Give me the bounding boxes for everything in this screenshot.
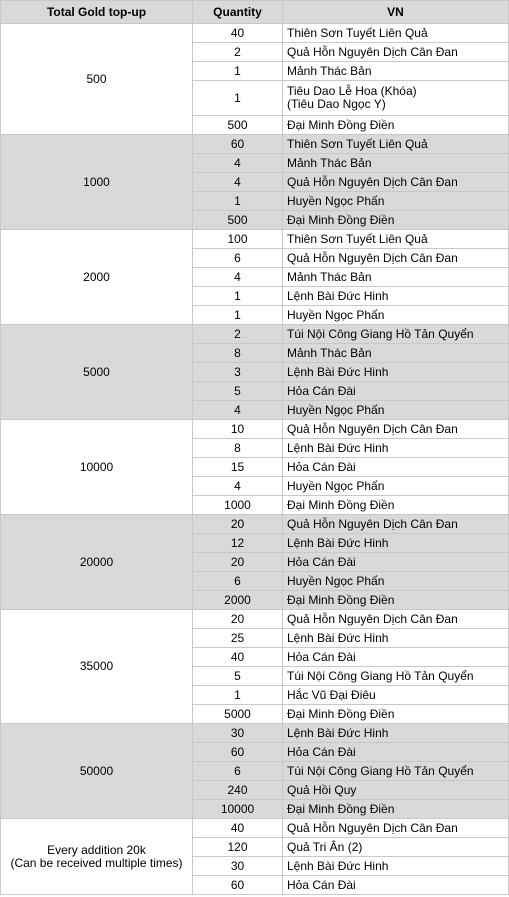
quantity-cell: 500 xyxy=(193,211,283,230)
item-name-cell: Đại Minh Đồng Điền xyxy=(283,591,509,610)
quantity-cell: 4 xyxy=(193,477,283,496)
item-name-cell: Quả Hồi Quy xyxy=(283,781,509,800)
table-row xyxy=(1,610,509,629)
item-name-cell: Huyền Ngọc Phấn xyxy=(283,477,509,496)
item-name-cell: Thiên Sơn Tuyết Liên Quả xyxy=(283,230,509,249)
quantity-cell: 1 xyxy=(193,306,283,325)
quantity-cell: 40 xyxy=(193,648,283,667)
quantity-cell: 60 xyxy=(193,876,283,895)
tier-label: 20000 xyxy=(1,515,193,610)
quantity-cell: 20 xyxy=(193,515,283,534)
table-row xyxy=(1,325,509,344)
item-name-cell: Hắc Vũ Đại Điêu xyxy=(283,686,509,705)
quantity-cell: 4 xyxy=(193,154,283,173)
tier-label: 1000 xyxy=(1,135,193,230)
quantity-cell: 20 xyxy=(193,553,283,572)
tier-label: Every addition 20k (Can be received multiple times) xyxy=(1,819,193,895)
quantity-cell: 60 xyxy=(193,743,283,762)
table-row xyxy=(1,230,509,249)
header-row xyxy=(1,1,509,24)
item-name-cell: Túi Nội Công Giang Hồ Tản Quyển xyxy=(283,667,509,686)
quantity-cell: 3 xyxy=(193,363,283,382)
item-name-cell: Quả Hỗn Nguyên Dịch Cân Đan xyxy=(283,249,509,268)
item-name-cell: Mảnh Thác Bản xyxy=(283,268,509,287)
item-name-cell: Quả Hỗn Nguyên Dịch Cân Đan xyxy=(283,819,509,838)
quantity-cell: 2000 xyxy=(193,591,283,610)
item-name-cell: Quả Tri Ân (2) xyxy=(283,838,509,857)
quantity-cell: 30 xyxy=(193,724,283,743)
item-name-cell: Đại Minh Đồng Điền xyxy=(283,705,509,724)
tier-label: 35000 xyxy=(1,610,193,724)
item-name-cell: Đại Minh Đồng Điền xyxy=(283,211,509,230)
table-body xyxy=(1,24,509,895)
quantity-cell: 1 xyxy=(193,192,283,211)
table-row xyxy=(1,724,509,743)
item-name-cell: Lệnh Bài Đức Hinh xyxy=(283,363,509,382)
item-name-cell: Túi Nội Công Giang Hồ Tản Quyển xyxy=(283,325,509,344)
item-name-cell: Hỏa Cán Đài xyxy=(283,553,509,572)
item-name-cell: Lệnh Bài Đức Hinh xyxy=(283,724,509,743)
item-name-cell: Lệnh Bài Đức Hinh xyxy=(283,857,509,876)
header-quantity: Quantity xyxy=(193,1,283,24)
quantity-cell: 20 xyxy=(193,610,283,629)
quantity-cell: 25 xyxy=(193,629,283,648)
quantity-cell: 6 xyxy=(193,572,283,591)
item-name-cell: Lệnh Bài Đức Hinh xyxy=(283,439,509,458)
quantity-cell: 1 xyxy=(193,62,283,81)
item-name-cell: Huyền Ngọc Phấn xyxy=(283,192,509,211)
quantity-cell: 1 xyxy=(193,81,283,116)
quantity-cell: 6 xyxy=(193,249,283,268)
quantity-cell: 2 xyxy=(193,43,283,62)
quantity-cell: 1 xyxy=(193,686,283,705)
quantity-cell: 1 xyxy=(193,287,283,306)
quantity-cell: 4 xyxy=(193,268,283,287)
item-name-cell: Huyền Ngọc Phấn xyxy=(283,401,509,420)
quantity-cell: 12 xyxy=(193,534,283,553)
quantity-cell: 10 xyxy=(193,420,283,439)
quantity-cell: 120 xyxy=(193,838,283,857)
item-name-cell: Đại Minh Đồng Điền xyxy=(283,116,509,135)
header-total-gold: Total Gold top-up xyxy=(1,1,193,24)
quantity-cell: 1000 xyxy=(193,496,283,515)
quantity-cell: 100 xyxy=(193,230,283,249)
item-name-cell: Đại Minh Đồng Điền xyxy=(283,800,509,819)
item-name-cell: Lệnh Bài Đức Hinh xyxy=(283,629,509,648)
quantity-cell: 5 xyxy=(193,382,283,401)
item-name-cell: Đại Minh Đồng Điền xyxy=(283,496,509,515)
quantity-cell: 15 xyxy=(193,458,283,477)
quantity-cell: 4 xyxy=(193,401,283,420)
item-name-cell: Mảnh Thác Bản xyxy=(283,344,509,363)
item-name-cell: Hỏa Cán Đài xyxy=(283,743,509,762)
item-name-cell: Mảnh Thác Bản xyxy=(283,154,509,173)
item-name-cell: Lệnh Bài Đức Hinh xyxy=(283,287,509,306)
quantity-cell: 4 xyxy=(193,173,283,192)
item-name-cell: Thiên Sơn Tuyết Liên Quả xyxy=(283,135,509,154)
item-name-cell: Mảnh Thác Bản xyxy=(283,62,509,81)
quantity-cell: 5 xyxy=(193,667,283,686)
item-name-cell: Thiên Sơn Tuyết Liên Quả xyxy=(283,24,509,43)
item-name-cell: Hỏa Cán Đài xyxy=(283,648,509,667)
item-name-cell: Huyền Ngọc Phấn xyxy=(283,572,509,591)
item-name-cell: Lệnh Bài Đức Hinh xyxy=(283,534,509,553)
quantity-cell: 500 xyxy=(193,116,283,135)
quantity-cell: 40 xyxy=(193,819,283,838)
quantity-cell: 10000 xyxy=(193,800,283,819)
item-name-cell: Hỏa Cán Đài xyxy=(283,382,509,401)
quantity-cell: 240 xyxy=(193,781,283,800)
tier-label: 500 xyxy=(1,24,193,135)
quantity-cell: 8 xyxy=(193,439,283,458)
item-name-cell: Huyền Ngọc Phấn xyxy=(283,306,509,325)
quantity-cell: 40 xyxy=(193,24,283,43)
item-name-cell: Quả Hỗn Nguyên Dịch Cân Đan xyxy=(283,610,509,629)
table-row xyxy=(1,819,509,838)
table-row xyxy=(1,24,509,43)
quantity-cell: 30 xyxy=(193,857,283,876)
header-vn: VN xyxy=(283,1,509,24)
table-row xyxy=(1,135,509,154)
tier-label: 2000 xyxy=(1,230,193,325)
item-name-cell: Quả Hỗn Nguyên Dịch Cân Đan xyxy=(283,515,509,534)
item-name-cell: Túi Nội Công Giang Hồ Tản Quyển xyxy=(283,762,509,781)
tier-label: 5000 xyxy=(1,325,193,420)
item-name-cell: Hỏa Cán Đài xyxy=(283,876,509,895)
quantity-cell: 8 xyxy=(193,344,283,363)
item-name-cell: Hỏa Cán Đài xyxy=(283,458,509,477)
item-name-cell: Quả Hỗn Nguyên Dịch Cân Đan xyxy=(283,173,509,192)
item-name-cell: Tiêu Dao Lễ Hoa (Khóa) (Tiêu Dao Ngọc Y) xyxy=(283,81,509,116)
table-row xyxy=(1,420,509,439)
quantity-cell: 60 xyxy=(193,135,283,154)
table-row xyxy=(1,515,509,534)
tier-label: 10000 xyxy=(1,420,193,515)
item-name-cell: Quả Hỗn Nguyên Dịch Cân Đan xyxy=(283,420,509,439)
item-name-cell: Quả Hỗn Nguyên Dịch Cân Đan xyxy=(283,43,509,62)
quantity-cell: 6 xyxy=(193,762,283,781)
quantity-cell: 2 xyxy=(193,325,283,344)
quantity-cell: 5000 xyxy=(193,705,283,724)
tier-label: 50000 xyxy=(1,724,193,819)
